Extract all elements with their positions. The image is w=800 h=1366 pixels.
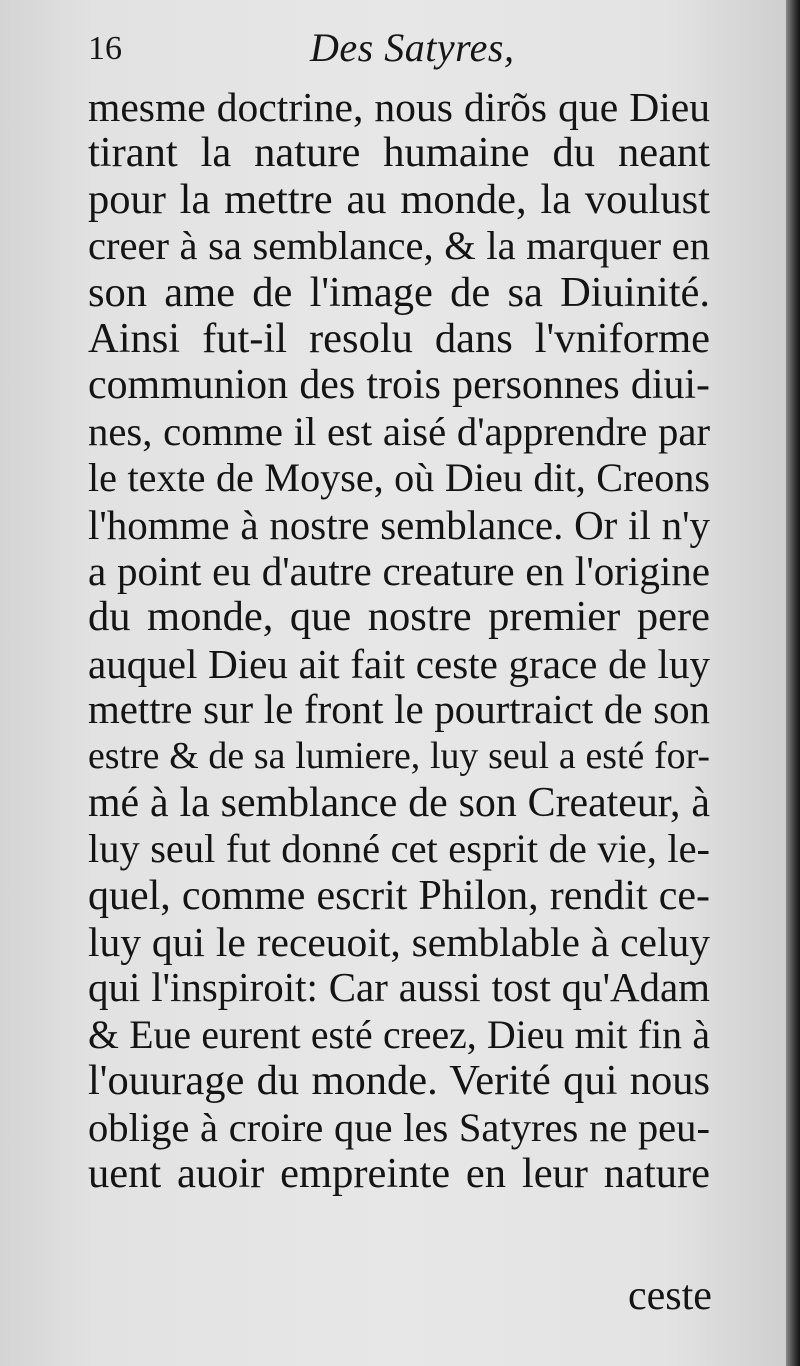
page-header — [88, 22, 728, 82]
text-line: oblige à croire que les Satyres ne peu- — [88, 1104, 710, 1150]
text-line: mettre sur le front le pourtraict de son — [88, 687, 710, 733]
running-title: Des Satyres, — [310, 25, 515, 70]
text-line: quel, comme escrit Philon, rendit ce- — [88, 872, 710, 919]
text-line: communion des trois personnes diui- — [88, 362, 710, 409]
text-line: creer à sa semblance, & la marquer en — [88, 223, 710, 269]
text-line: luy qui le receuoit, semblable à celuy — [88, 919, 710, 966]
catchword: ceste — [628, 1273, 712, 1319]
text-line: du monde, que nostre premier pere — [88, 594, 710, 641]
text-line: Ainsi fut-il resolu dans l'vniforme — [88, 315, 710, 362]
page-number: 16 — [88, 30, 122, 67]
text-line: l'homme à nostre semblance. Or il n'y — [88, 501, 710, 548]
body-text — [88, 84, 710, 1197]
text-line: auquel Dieu ait fait ceste grace de luy — [88, 640, 710, 687]
text-line: mé à la semblance de son Createur, à — [88, 779, 710, 826]
text-line: pour la mettre au monde, la voulust — [88, 176, 710, 223]
text-line: estre & de sa lumiere, luy seul a esté for- — [88, 735, 710, 778]
text-line: a point eu d'autre creature en l'origine — [88, 547, 710, 594]
text-line: luy seul fut donné cet esprit de vie, le- — [88, 826, 710, 872]
page-edge-shadow — [786, 0, 800, 1366]
text-line: son ame de l'image de sa Diuinité. — [88, 269, 710, 316]
text-line: le texte de Moyse, où Dieu dit, Creons — [88, 455, 710, 501]
text-line: qui l'inspiroit: Car aussi tost qu'Adam — [88, 965, 710, 1011]
text-line: uent auoir empreinte en leur nature — [88, 1150, 710, 1197]
text-line: mesme doctrine, nous dirõs que Dieu — [88, 84, 710, 130]
text-line: & Eue eurent esté creez, Dieu mit fin à — [88, 1012, 710, 1057]
text-line: tirant la nature humaine du neant — [88, 130, 710, 177]
text-line: nes, comme il est aisé d'apprendre par — [88, 408, 710, 454]
text-line: l'ouurage du monde. Verité qui nous — [88, 1058, 710, 1105]
